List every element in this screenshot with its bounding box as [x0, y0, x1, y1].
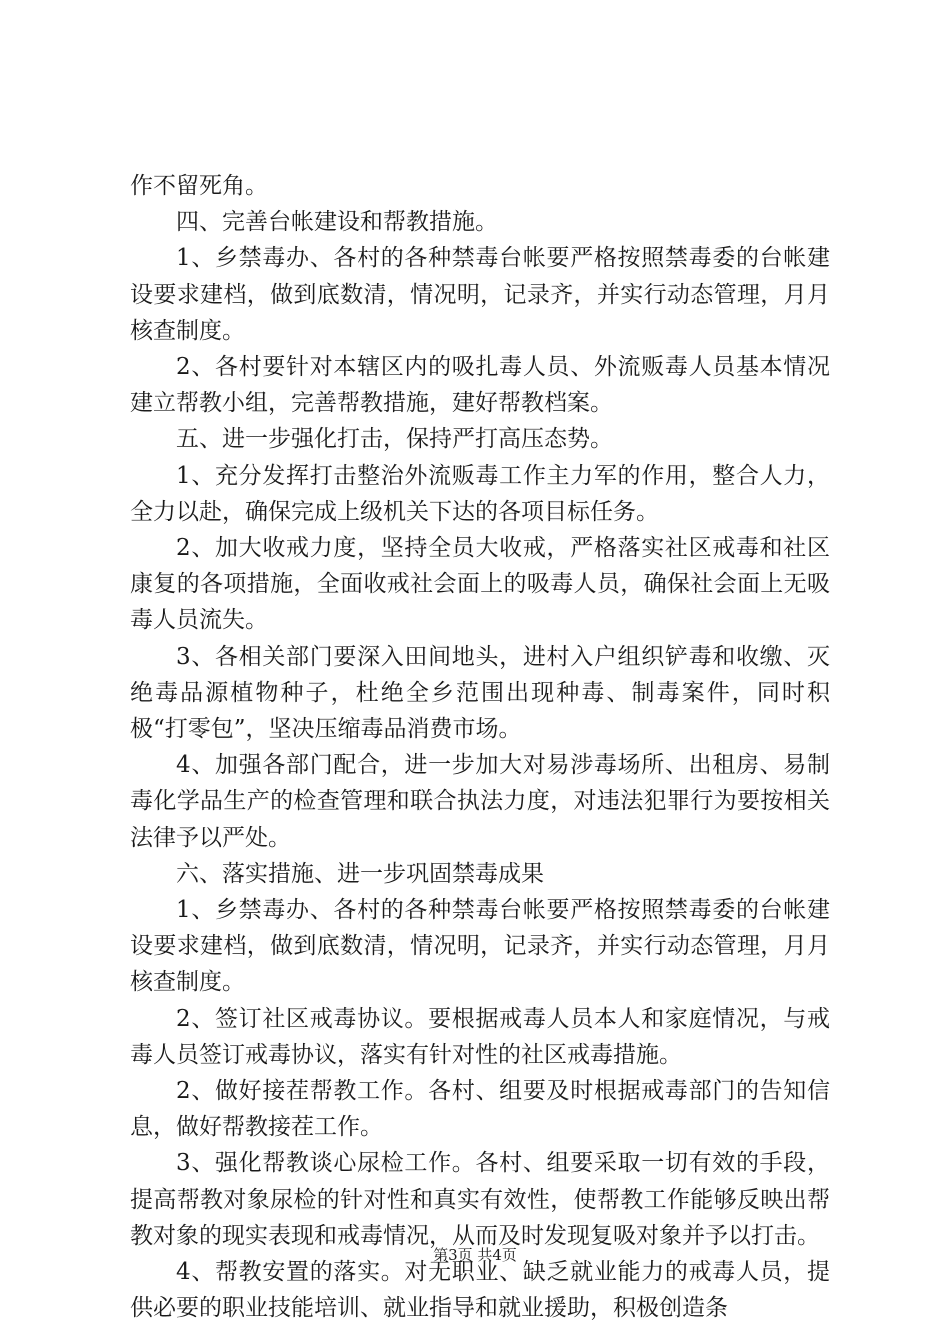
section-heading: 五、进一步强化打击，保持严打高压态势。 [176, 426, 613, 453]
paragraph: 2、加大收戒力度，坚持全员大收戒，严格落实社区戒毒和社区康复的各项措施，全面收戒社会面上的吸毒人员，确保社会面上无吸毒人员流失。 [130, 535, 830, 634]
paragraph: 1、乡禁毒办、各村的各种禁毒台帐要严格按照禁毒委的台帐建设要求建档，做到底数清，情况明，记录齐，并实行动态管理，月月核查制度。 [130, 245, 830, 344]
document-body [130, 168, 830, 1327]
paragraph: 2、签订社区戒毒协议。要根据戒毒人员本人和家庭情况，与戒毒人员签订戒毒协议，落实有针对性的社区戒毒措施。 [130, 1005, 830, 1068]
paragraph: 2、各村要针对本辖区内的吸扎毒人员、外流贩毒人员基本情况建立帮教小组，完善帮教措施，建好帮教档案。 [130, 354, 830, 417]
section-heading: 六、落实措施、进一步巩固禁毒成果 [176, 860, 544, 887]
paragraph: 1、充分发挥打击整治外流贩毒工作主力军的作用，整合人力，全力以赴，确保完成上级机关下达的各项目标任务。 [130, 462, 830, 525]
paragraph: 1、乡禁毒办、各村的各种禁毒台帐要严格按照禁毒委的台帐建设要求建档，做到底数清，情况明，记录齐，并实行动态管理，月月核查制度。 [130, 897, 830, 996]
paragraph: 3、强化帮教谈心尿检工作。各村、组要采取一切有效的手段，提高帮教对象尿检的针对性和真实有效性，使帮教工作能够反映出帮教对象的现实表现和戒毒情况，从而及时发现复吸对象并予以打击。 [130, 1150, 830, 1249]
paragraph: 4、加强各部门配合，进一步加大对易涉毒场所、出租房、易制毒化学品生产的检查管理和联合执法力度，对违法犯罪行为要按相关法律予以严处。 [130, 752, 830, 851]
paragraph: 2、做好接茬帮教工作。各村、组要及时根据戒毒部门的告知信息，做好帮教接茬工作。 [130, 1078, 830, 1141]
section-heading: 四、完善台帐建设和帮教措施。 [176, 209, 498, 236]
paragraph: 3、各相关部门要深入田间地头，进村入户组织铲毒和收缴、灭绝毒品源植物种子，杜绝全乡范围出现种毒、制毒案件，同时积极“打零包”，坚决压缩毒品消费市场。 [130, 643, 830, 743]
paragraph: 4、帮教安置的落实。对无职业、缺乏就业能力的戒毒人员，提供必要的职业技能培训、就业指导和就业援助，积极创造条 [130, 1259, 830, 1322]
paragraph: 作不留死角。 [130, 173, 268, 199]
page-footer: 第3页 共4页 [433, 1246, 517, 1264]
